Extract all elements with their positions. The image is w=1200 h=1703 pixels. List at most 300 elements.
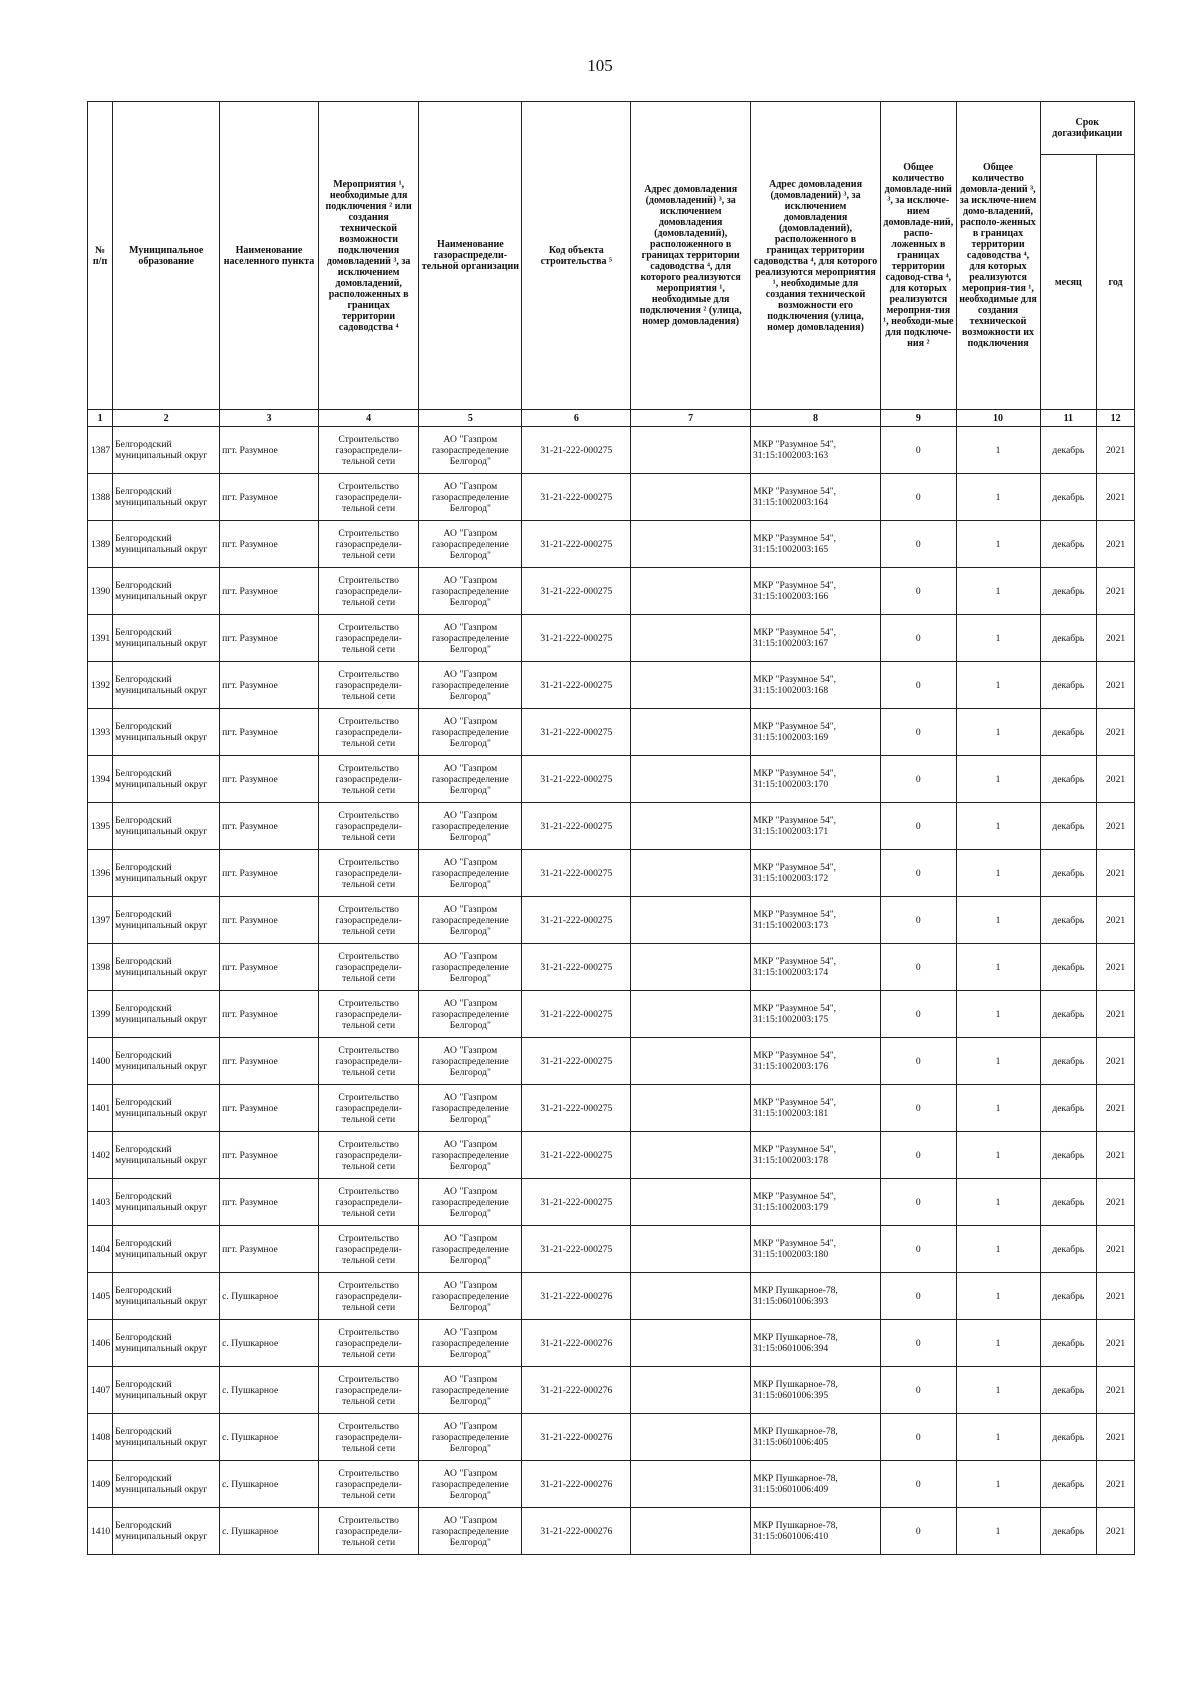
row-number: 1393 [88, 709, 113, 756]
object-code-cell: 31-21-222-000275 [522, 568, 631, 615]
table-row [88, 756, 1135, 803]
month-cell: декабрь [1040, 850, 1097, 897]
cadastral-number: 31:15:1002003:163 [752, 450, 829, 461]
column-number: 8 [750, 410, 880, 427]
total-connection-cell: 0 [881, 1085, 957, 1132]
table-row [88, 1038, 1135, 1085]
measures-cell: Строительство газораспредели-тельной сети [318, 1226, 419, 1273]
total-capacity-cell: 1 [956, 944, 1040, 991]
address-connection-cell [631, 1414, 751, 1461]
organization-cell: АО "Газпром газораспределение Белгород" [419, 1085, 522, 1132]
cadastral-number: 31:15:1002003:181 [752, 1108, 829, 1119]
header-address-connection: Адрес домовладения (домовладений) ³, за исключением домовладения (домовладений), расположенного в границах территории садоводства ⁴, для которого реализуются мероприятия ¹, необходимые для подключения ² (улица, номер домовладения) [631, 102, 751, 410]
year-cell: 2021 [1097, 1461, 1135, 1508]
settlement-cell: пгт. Разумное [220, 521, 319, 568]
settlement-cell: пгт. Разумное [220, 427, 319, 474]
total-connection-cell: 0 [881, 1508, 957, 1555]
municipality-cell: Белгородский муниципальный округ [113, 1414, 220, 1461]
month-cell: декабрь [1040, 1273, 1097, 1320]
page-number: 105 [587, 56, 613, 75]
address-capacity-cell [750, 709, 880, 756]
address-capacity-cell [750, 1414, 880, 1461]
row-number: 1388 [88, 474, 113, 521]
address-connection-cell [631, 615, 751, 662]
address-capacity-cell [750, 1226, 880, 1273]
column-number: 10 [956, 410, 1040, 427]
municipality-cell: Белгородский муниципальный округ [113, 1179, 220, 1226]
organization-cell: АО "Газпром газораспределение Белгород" [419, 568, 522, 615]
total-connection-cell: 0 [881, 756, 957, 803]
total-capacity-cell: 1 [956, 1038, 1040, 1085]
address-connection-cell [631, 991, 751, 1038]
address-line: МКР "Разумное 54", [752, 815, 837, 826]
object-code-cell: 31-21-222-000275 [522, 662, 631, 709]
total-connection-cell: 0 [881, 1461, 957, 1508]
total-connection-cell: 0 [881, 615, 957, 662]
address-line: МКР "Разумное 54", [752, 862, 837, 873]
settlement-cell: пгт. Разумное [220, 1085, 319, 1132]
measures-cell: Строительство газораспредели-тельной сети [318, 756, 419, 803]
municipality-cell: Белгородский муниципальный округ [113, 521, 220, 568]
municipality-cell: Белгородский муниципальный округ [113, 1320, 220, 1367]
organization-cell: АО "Газпром газораспределение Белгород" [419, 427, 522, 474]
header-object-code: Код объекта строительства ⁵ [522, 102, 631, 410]
year-cell: 2021 [1097, 756, 1135, 803]
total-connection-cell: 0 [881, 1038, 957, 1085]
month-cell: декабрь [1040, 803, 1097, 850]
table-row [88, 1461, 1135, 1508]
settlement-cell: с. Пушкарное [220, 1414, 319, 1461]
address-connection-cell [631, 662, 751, 709]
total-connection-cell: 0 [881, 474, 957, 521]
object-code-cell: 31-21-222-000275 [522, 944, 631, 991]
cadastral-number: 31:15:1002003:178 [752, 1155, 829, 1166]
address-line: МКР "Разумное 54", [752, 533, 837, 544]
table-row [88, 1320, 1135, 1367]
row-number: 1398 [88, 944, 113, 991]
address-capacity-cell [750, 1320, 880, 1367]
month-cell: декабрь [1040, 1508, 1097, 1555]
cadastral-number: 31:15:1002003:179 [752, 1202, 829, 1213]
organization-cell: АО "Газпром газораспределение Белгород" [419, 1508, 522, 1555]
address-line: МКР "Разумное 54", [752, 768, 837, 779]
measures-cell: Строительство газораспредели-тельной сети [318, 1085, 419, 1132]
address-capacity-cell [750, 1461, 880, 1508]
measures-cell: Строительство газораспредели-тельной сети [318, 1320, 419, 1367]
header-settlement: Наименование населенного пункта [220, 102, 319, 410]
header-year: год [1097, 155, 1135, 410]
address-capacity-cell [750, 991, 880, 1038]
measures-cell: Строительство газораспредели-тельной сети [318, 897, 419, 944]
month-cell: декабрь [1040, 756, 1097, 803]
measures-cell: Строительство газораспредели-тельной сети [318, 1414, 419, 1461]
month-cell: декабрь [1040, 709, 1097, 756]
table-body [88, 427, 1135, 1555]
row-number: 1407 [88, 1367, 113, 1414]
header-municipality: Муниципальное образование [113, 102, 220, 410]
total-connection-cell: 0 [881, 850, 957, 897]
address-connection-cell [631, 1320, 751, 1367]
organization-cell: АО "Газпром газораспределение Белгород" [419, 1038, 522, 1085]
object-code-cell: 31-21-222-000276 [522, 1367, 631, 1414]
settlement-cell: пгт. Разумное [220, 850, 319, 897]
address-line: МКР Пушкарное-78, [752, 1379, 838, 1390]
settlement-cell: пгт. Разумное [220, 944, 319, 991]
total-connection-cell: 0 [881, 991, 957, 1038]
object-code-cell: 31-21-222-000276 [522, 1320, 631, 1367]
year-cell: 2021 [1097, 1273, 1135, 1320]
year-cell: 2021 [1097, 709, 1135, 756]
month-cell: декабрь [1040, 991, 1097, 1038]
address-capacity-cell [750, 662, 880, 709]
cadastral-number: 31:15:1002003:167 [752, 638, 829, 649]
row-number: 1406 [88, 1320, 113, 1367]
organization-cell: АО "Газпром газораспределение Белгород" [419, 897, 522, 944]
settlement-cell: пгт. Разумное [220, 1226, 319, 1273]
column-number: 12 [1097, 410, 1135, 427]
measures-cell: Строительство газораспредели-тельной сети [318, 850, 419, 897]
measures-cell: Строительство газораспредели-тельной сети [318, 474, 419, 521]
year-cell: 2021 [1097, 1414, 1135, 1461]
settlement-cell: пгт. Разумное [220, 1038, 319, 1085]
measures-cell: Строительство газораспредели-тельной сети [318, 427, 419, 474]
organization-cell: АО "Газпром газораспределение Белгород" [419, 991, 522, 1038]
object-code-cell: 31-21-222-000276 [522, 1461, 631, 1508]
total-connection-cell: 0 [881, 1226, 957, 1273]
address-capacity-cell [750, 521, 880, 568]
object-code-cell: 31-21-222-000275 [522, 1179, 631, 1226]
address-connection-cell [631, 1508, 751, 1555]
row-number: 1410 [88, 1508, 113, 1555]
settlement-cell: с. Пушкарное [220, 1273, 319, 1320]
address-connection-cell [631, 1367, 751, 1414]
year-cell: 2021 [1097, 1226, 1135, 1273]
municipality-cell: Белгородский муниципальный округ [113, 662, 220, 709]
total-connection-cell: 0 [881, 662, 957, 709]
organization-cell: АО "Газпром газораспределение Белгород" [419, 803, 522, 850]
row-number: 1387 [88, 427, 113, 474]
cadastral-number: 31:15:0601006:393 [752, 1296, 829, 1307]
object-code-cell: 31-21-222-000275 [522, 474, 631, 521]
header-no: № п/п [88, 102, 113, 410]
year-cell: 2021 [1097, 850, 1135, 897]
table-row [88, 897, 1135, 944]
month-cell: декабрь [1040, 1132, 1097, 1179]
address-line: МКР Пушкарное-78, [752, 1285, 838, 1296]
address-capacity-cell [750, 897, 880, 944]
row-number: 1389 [88, 521, 113, 568]
measures-cell: Строительство газораспредели-тельной сети [318, 1273, 419, 1320]
month-cell: декабрь [1040, 1085, 1097, 1132]
measures-cell: Строительство газораспредели-тельной сети [318, 1038, 419, 1085]
address-connection-cell [631, 803, 751, 850]
total-connection-cell: 0 [881, 1132, 957, 1179]
table-row [88, 991, 1135, 1038]
municipality-cell: Белгородский муниципальный округ [113, 897, 220, 944]
column-number-row [88, 410, 1135, 427]
cadastral-number: 31:15:1002003:176 [752, 1061, 829, 1072]
total-connection-cell: 0 [881, 709, 957, 756]
address-connection-cell [631, 944, 751, 991]
table-row [88, 1508, 1135, 1555]
municipality-cell: Белгородский муниципальный округ [113, 427, 220, 474]
cadastral-number: 31:15:1002003:169 [752, 732, 829, 743]
organization-cell: АО "Газпром газораспределение Белгород" [419, 709, 522, 756]
table-row [88, 615, 1135, 662]
measures-cell: Строительство газораспредели-тельной сети [318, 1461, 419, 1508]
object-code-cell: 31-21-222-000276 [522, 1273, 631, 1320]
organization-cell: АО "Газпром газораспределение Белгород" [419, 944, 522, 991]
address-connection-cell [631, 709, 751, 756]
total-capacity-cell: 1 [956, 1367, 1040, 1414]
year-cell: 2021 [1097, 991, 1135, 1038]
address-connection-cell [631, 1461, 751, 1508]
row-number: 1390 [88, 568, 113, 615]
row-number: 1395 [88, 803, 113, 850]
object-code-cell: 31-21-222-000276 [522, 1414, 631, 1461]
organization-cell: АО "Газпром газораспределение Белгород" [419, 1414, 522, 1461]
row-number: 1396 [88, 850, 113, 897]
organization-cell: АО "Газпром газораспределение Белгород" [419, 1320, 522, 1367]
settlement-cell: с. Пушкарное [220, 1508, 319, 1555]
table-row [88, 1085, 1135, 1132]
total-connection-cell: 0 [881, 1179, 957, 1226]
table-row [88, 427, 1135, 474]
address-line: МКР Пушкарное-78, [752, 1332, 838, 1343]
year-cell: 2021 [1097, 1508, 1135, 1555]
header-total-connection: Общее количество домовладе-ний ³, за исключе-нием домовладе-ний, распо-ложенных в границах территории садовод-ства ⁴, для которых реализуются меропрня-тия ¹, необходи-мые для подключе-ния ² [881, 102, 957, 410]
header-total-capacity: Общее количество домовла-дений ³, за исключе-нием домо-владений, располо-женных в границах территории садоводства ⁴, для которых реализуются мероприя-тия ¹, необходимые для создания технической возможности их подключения [956, 102, 1040, 410]
header-term: Срок догазификации [1040, 102, 1135, 155]
settlement-cell: пгт. Разумное [220, 1132, 319, 1179]
cadastral-number: 31:15:1002003:173 [752, 920, 829, 931]
address-connection-cell [631, 1085, 751, 1132]
row-number: 1402 [88, 1132, 113, 1179]
year-cell: 2021 [1097, 568, 1135, 615]
row-number: 1408 [88, 1414, 113, 1461]
municipality-cell: Белгородский муниципальный округ [113, 474, 220, 521]
municipality-cell: Белгородский муниципальный округ [113, 615, 220, 662]
year-cell: 2021 [1097, 1367, 1135, 1414]
organization-cell: АО "Газпром газораспределение Белгород" [419, 1461, 522, 1508]
row-number: 1399 [88, 991, 113, 1038]
organization-cell: АО "Газпром газораспределение Белгород" [419, 1273, 522, 1320]
address-connection-cell [631, 1038, 751, 1085]
measures-cell: Строительство газораспредели-тельной сети [318, 662, 419, 709]
measures-cell: Строительство газораспредели-тельной сети [318, 1367, 419, 1414]
settlement-cell: с. Пушкарное [220, 1461, 319, 1508]
cadastral-number: 31:15:1002003:174 [752, 967, 829, 978]
address-connection-cell [631, 1179, 751, 1226]
address-line: МКР "Разумное 54", [752, 674, 837, 685]
year-cell: 2021 [1097, 1132, 1135, 1179]
municipality-cell: Белгородский муниципальный округ [113, 944, 220, 991]
address-connection-cell [631, 1132, 751, 1179]
organization-cell: АО "Газпром газораспределение Белгород" [419, 474, 522, 521]
cadastral-number: 31:15:1002003:170 [752, 779, 829, 790]
organization-cell: АО "Газпром газораспределение Белгород" [419, 756, 522, 803]
year-cell: 2021 [1097, 1038, 1135, 1085]
object-code-cell: 31-21-222-000276 [522, 1508, 631, 1555]
total-capacity-cell: 1 [956, 568, 1040, 615]
address-capacity-cell [750, 756, 880, 803]
total-capacity-cell: 1 [956, 850, 1040, 897]
column-number: 9 [881, 410, 957, 427]
header-organization: Наименование газораспредели-тельной организации [419, 102, 522, 410]
year-cell: 2021 [1097, 474, 1135, 521]
total-capacity-cell: 1 [956, 1085, 1040, 1132]
row-number: 1404 [88, 1226, 113, 1273]
cadastral-number: 31:15:0601006:394 [752, 1343, 829, 1354]
table-row [88, 568, 1135, 615]
municipality-cell: Белгородский муниципальный округ [113, 1508, 220, 1555]
month-cell: декабрь [1040, 1038, 1097, 1085]
total-connection-cell: 0 [881, 803, 957, 850]
total-connection-cell: 0 [881, 521, 957, 568]
table-row [88, 662, 1135, 709]
cadastral-number: 31:15:1002003:164 [752, 497, 829, 508]
measures-cell: Строительство газораспредели-тельной сети [318, 944, 419, 991]
address-line: МКР "Разумное 54", [752, 580, 837, 591]
total-capacity-cell: 1 [956, 474, 1040, 521]
municipality-cell: Белгородский муниципальный округ [113, 1273, 220, 1320]
settlement-cell: пгт. Разумное [220, 756, 319, 803]
year-cell: 2021 [1097, 427, 1135, 474]
address-capacity-cell [750, 474, 880, 521]
municipality-cell: Белгородский муниципальный округ [113, 1226, 220, 1273]
total-connection-cell: 0 [881, 1273, 957, 1320]
address-line: МКР "Разумное 54", [752, 1050, 837, 1061]
month-cell: декабрь [1040, 1367, 1097, 1414]
object-code-cell: 31-21-222-000275 [522, 521, 631, 568]
address-line: МКР "Разумное 54", [752, 956, 837, 967]
month-cell: декабрь [1040, 1461, 1097, 1508]
column-number: 6 [522, 410, 631, 427]
month-cell: декабрь [1040, 1414, 1097, 1461]
total-connection-cell: 0 [881, 1367, 957, 1414]
year-cell: 2021 [1097, 662, 1135, 709]
cadastral-number: 31:15:1002003:166 [752, 591, 829, 602]
settlement-cell: с. Пушкарное [220, 1320, 319, 1367]
month-cell: декабрь [1040, 1226, 1097, 1273]
organization-cell: АО "Газпром газораспределение Белгород" [419, 1179, 522, 1226]
settlement-cell: пгт. Разумное [220, 709, 319, 756]
object-code-cell: 31-21-222-000275 [522, 803, 631, 850]
address-connection-cell [631, 897, 751, 944]
header-month: месяц [1040, 155, 1097, 410]
total-capacity-cell: 1 [956, 1508, 1040, 1555]
address-line: МКР Пушкарное-78, [752, 1426, 838, 1437]
total-capacity-cell: 1 [956, 991, 1040, 1038]
municipality-cell: Белгородский муниципальный округ [113, 1367, 220, 1414]
year-cell: 2021 [1097, 1085, 1135, 1132]
address-line: МКР "Разумное 54", [752, 1097, 837, 1108]
address-line: МКР "Разумное 54", [752, 1238, 837, 1249]
year-cell: 2021 [1097, 1179, 1135, 1226]
row-number: 1401 [88, 1085, 113, 1132]
cadastral-number: 31:15:1002003:171 [752, 826, 829, 837]
organization-cell: АО "Газпром газораспределение Белгород" [419, 1226, 522, 1273]
year-cell: 2021 [1097, 1320, 1135, 1367]
object-code-cell: 31-21-222-000275 [522, 427, 631, 474]
address-capacity-cell [750, 1273, 880, 1320]
object-code-cell: 31-21-222-000275 [522, 709, 631, 756]
month-cell: декабрь [1040, 521, 1097, 568]
address-line: МКР "Разумное 54", [752, 909, 837, 920]
address-line: МКР "Разумное 54", [752, 486, 837, 497]
month-cell: декабрь [1040, 427, 1097, 474]
total-capacity-cell: 1 [956, 1320, 1040, 1367]
cadastral-number: 31:15:1002003:165 [752, 544, 829, 555]
address-connection-cell [631, 850, 751, 897]
total-capacity-cell: 1 [956, 1273, 1040, 1320]
row-number: 1394 [88, 756, 113, 803]
table-row [88, 474, 1135, 521]
municipality-cell: Белгородский муниципальный округ [113, 803, 220, 850]
total-capacity-cell: 1 [956, 615, 1040, 662]
settlement-cell: с. Пушкарное [220, 1367, 319, 1414]
row-number: 1405 [88, 1273, 113, 1320]
total-capacity-cell: 1 [956, 803, 1040, 850]
header-measures: Мероприятия ¹, необходимые для подключения ² или создания технической возможности подключения домовладений ³, за исключением домовладений, расположенных в границах территории садоводства ⁴ [318, 102, 419, 410]
table-row [88, 1179, 1135, 1226]
row-number: 1392 [88, 662, 113, 709]
year-cell: 2021 [1097, 521, 1135, 568]
address-capacity-cell [750, 427, 880, 474]
year-cell: 2021 [1097, 944, 1135, 991]
organization-cell: АО "Газпром газораспределение Белгород" [419, 1367, 522, 1414]
municipality-cell: Белгородский муниципальный округ [113, 1461, 220, 1508]
measures-cell: Строительство газораспредели-тельной сети [318, 1132, 419, 1179]
total-capacity-cell: 1 [956, 1461, 1040, 1508]
object-code-cell: 31-21-222-000275 [522, 615, 631, 662]
object-code-cell: 31-21-222-000275 [522, 991, 631, 1038]
object-code-cell: 31-21-222-000275 [522, 1226, 631, 1273]
object-code-cell: 31-21-222-000275 [522, 756, 631, 803]
total-capacity-cell: 1 [956, 709, 1040, 756]
month-cell: декабрь [1040, 944, 1097, 991]
measures-cell: Строительство газораспредели-тельной сети [318, 568, 419, 615]
year-cell: 2021 [1097, 897, 1135, 944]
organization-cell: АО "Газпром газораспределение Белгород" [419, 1132, 522, 1179]
address-connection-cell [631, 568, 751, 615]
cadastral-number: 31:15:0601006:395 [752, 1390, 829, 1401]
municipality-cell: Белгородский муниципальный округ [113, 756, 220, 803]
measures-cell: Строительство газораспредели-тельной сети [318, 521, 419, 568]
object-code-cell: 31-21-222-000275 [522, 897, 631, 944]
month-cell: декабрь [1040, 568, 1097, 615]
month-cell: декабрь [1040, 662, 1097, 709]
municipality-cell: Белгородский муниципальный округ [113, 850, 220, 897]
total-connection-cell: 0 [881, 1414, 957, 1461]
address-line: МКР "Разумное 54", [752, 1003, 837, 1014]
address-capacity-cell [750, 1132, 880, 1179]
total-capacity-cell: 1 [956, 1132, 1040, 1179]
organization-cell: АО "Газпром газораспределение Белгород" [419, 850, 522, 897]
total-connection-cell: 0 [881, 568, 957, 615]
column-number: 3 [220, 410, 319, 427]
month-cell: декабрь [1040, 1179, 1097, 1226]
measures-cell: Строительство газораспредели-тельной сети [318, 709, 419, 756]
address-capacity-cell [750, 1508, 880, 1555]
measures-cell: Строительство газораспредели-тельной сети [318, 1179, 419, 1226]
address-line: МКР Пушкарное-78, [752, 1520, 838, 1531]
measures-cell: Строительство газораспредели-тельной сети [318, 803, 419, 850]
address-line: МКР Пушкарное-78, [752, 1473, 838, 1484]
settlement-cell: пгт. Разумное [220, 803, 319, 850]
cadastral-number: 31:15:0601006:409 [752, 1484, 829, 1495]
municipality-cell: Белгородский муниципальный округ [113, 1038, 220, 1085]
